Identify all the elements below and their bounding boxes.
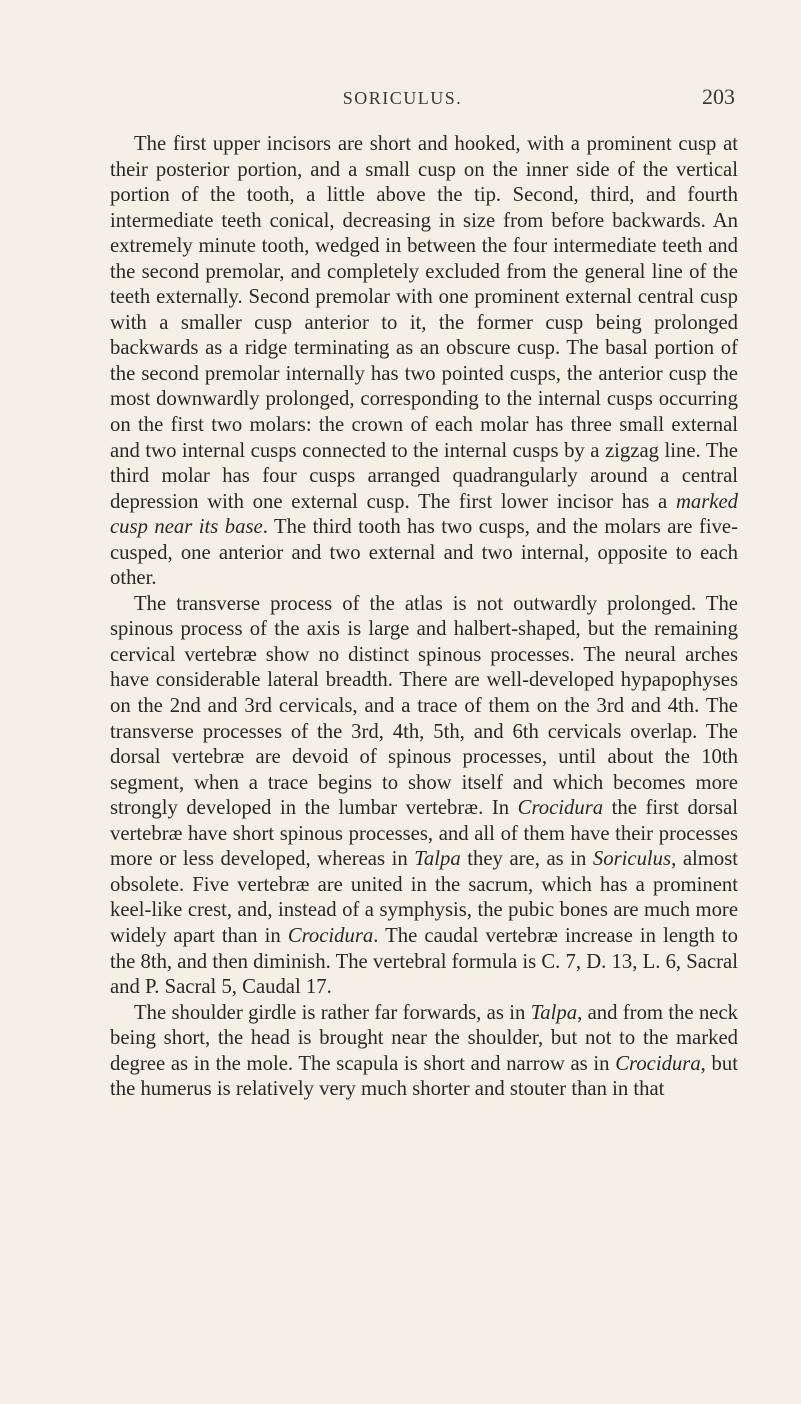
running-title: SORICULUS.	[342, 88, 463, 108]
italic-phrase-marked-cusp: marked cusp near its base	[110, 490, 738, 539]
paragraph-vertebrae-text-1: The transverse process of the atlas is not outwardly prolonged. The spinous process of the axis is large and halbert-shaped, but the remaining cervical vertebræ show no distinct spinous processes. The neural arches have considerable lateral breadth. There are well-developed hypapophyses on the 2nd and 3rd cervicals, and a trace of them on the 3rd and 4th. The transverse processes of the 3rd, 4th, 5th, and 6th cervicals overlap. The dorsal vertebræ are devoid of spinous processes, until about the 10th segment, when a trace begins to show itself and which becomes more strongly developed in the lumbar vertebræ. In	[110, 592, 738, 820]
page-number: 203	[702, 84, 735, 109]
running-head	[70, 84, 735, 116]
paragraph-teeth-text-2: . The third tooth has two cusps, and the molars are five-cusped, one anterior and two external and two internal, opposite to each other.	[110, 516, 738, 590]
italic-genus-soriculus: Soriculus	[592, 848, 672, 871]
paragraph-vertebrae-text-4: , almost obsolete. Five vertebræ are united in the sacrum, which has a prominent keel-like crest, and, instead of a symphysis, the pubic bones are much more widely apart than in	[110, 848, 738, 947]
paragraph-shoulder-text-3: , but the humerus is relatively very much shorter and stouter than in that	[110, 1052, 738, 1101]
paragraph-shoulder-text-2: , and from the neck being short, the head is brought near the shoulder, but not to the marked degree as in the mole. The scapula is short and narrow as in	[110, 1001, 738, 1075]
paragraph-shoulder	[110, 1001, 738, 1103]
page-body	[110, 132, 738, 1103]
paragraph-vertebrae-text-2: the first dorsal vertebræ have short spinous processes, and all of them have their processes more or less developed, whereas in	[110, 797, 738, 871]
paragraph-vertebrae	[110, 592, 738, 1001]
italic-genus-crocidura-shoulder: Crocidura	[615, 1052, 701, 1075]
italic-genus-talpa: Talpa	[414, 848, 461, 871]
paragraph-teeth	[110, 132, 738, 592]
paragraph-shoulder-text-1: The shoulder girdle is rather far forwards, as in	[134, 1001, 531, 1024]
italic-genus-crocidura-second: Crocidura	[287, 924, 374, 947]
paragraph-vertebrae-text-5: . The caudal vertebræ increase in length to the 8th, and then diminish. The vertebral formula is C. 7, D. 13, L. 6, Sacral and P. Sacral 5, Caudal 17.	[110, 924, 738, 999]
paragraph-teeth-text-1: The first upper incisors are short and hooked, with a prominent cusp at their posterior portion, and a small cusp on the inner side of the vertical portion of the tooth, a little above the tip. Second, third, and fourth intermediate teeth conical, decreasing in size from before backwards. An extremely minute tooth, wedged in between the four intermediate teeth and the second premolar, and completely excluded from the general line of the teeth externally. Second premolar with one prominent external central cusp with a smaller cusp anterior to it, the former cusp being prolonged backwards as a ridge terminating as an obscure cusp. The basal portion of the second premolar internally has two pointed cusps, the anterior cusp the most downwardly prolonged, corresponding to the internal cusps occurring on the first two molars: the crown of each molar has three small external and two internal cusps connected to the internal cusps by a zigzag line. The third molar has four cusps arranged quadrangularly around a central depression with one external cusp. The first lower incisor has a	[110, 133, 738, 513]
paragraph-vertebrae-text-3: they are, as in	[460, 848, 593, 871]
italic-genus-talpa-shoulder: Talpa	[530, 1001, 578, 1024]
italic-genus-crocidura: Crocidura	[517, 797, 604, 820]
